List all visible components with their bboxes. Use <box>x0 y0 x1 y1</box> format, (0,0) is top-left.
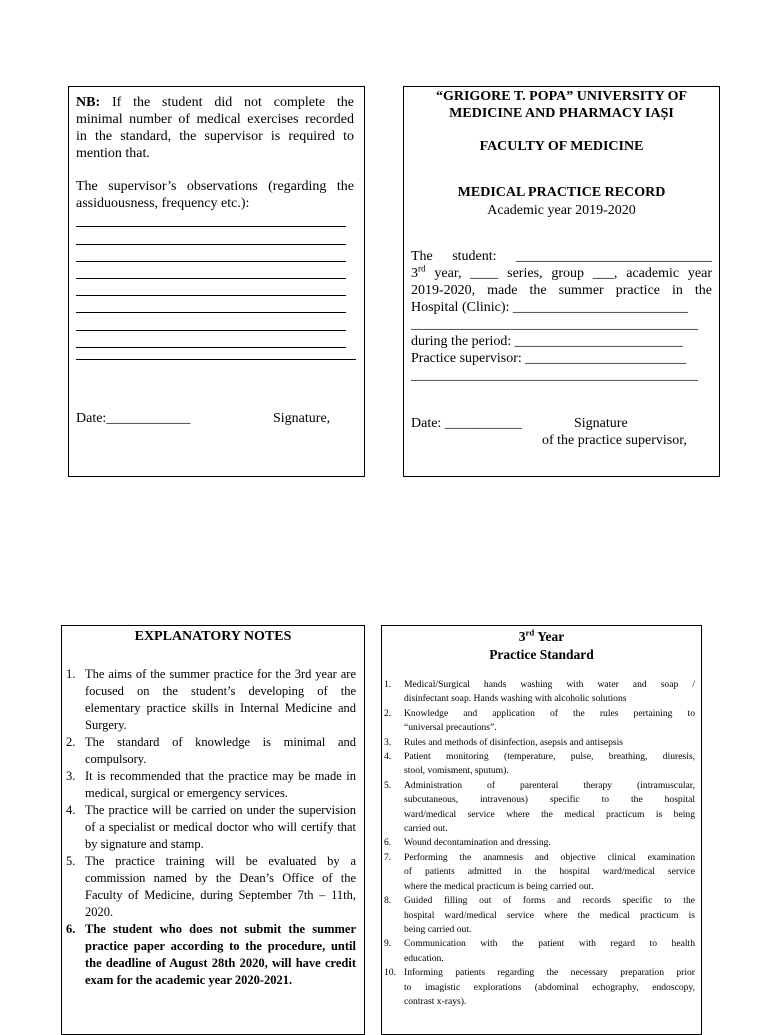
note-number: 2. <box>66 735 76 749</box>
note-line: medical, surgical or emergency services. <box>85 786 288 800</box>
period-field[interactable]: during the period: ________________________ <box>411 334 683 349</box>
note-line: The aims of the summer practice for the 3rd year are <box>85 667 356 681</box>
supervisor-field-cont[interactable]: _________________________________________ <box>411 368 698 383</box>
observation-line[interactable] <box>76 359 356 360</box>
signature-label: Signature, <box>273 411 331 426</box>
note-line: It is recommended that the practice may be made in <box>85 769 356 783</box>
observation-line[interactable] <box>76 278 346 279</box>
nb-label: NB: <box>76 95 101 110</box>
standard-number: 3. <box>384 736 392 748</box>
note-number: 3. <box>66 769 76 783</box>
standard-item <box>384 966 695 1009</box>
university-name: “GRIGORE T. POPA” UNIVERSITY OF MEDICINE AND PHARMACY IAȘI <box>435 89 688 121</box>
student-field[interactable]: The student: ____________________________ <box>411 249 712 264</box>
standard-item <box>384 894 695 937</box>
standard-line: education. <box>404 952 444 964</box>
supervisor-field[interactable]: Practice supervisor: _______________________ <box>411 351 687 366</box>
record-date-field[interactable]: Date: ___________ <box>411 416 522 431</box>
observation-line[interactable] <box>76 330 346 331</box>
academic-year: Academic year 2019-2020 <box>487 203 636 218</box>
observation-line[interactable] <box>76 295 346 296</box>
standard-line: stool, vomisment, sputum). <box>404 765 509 777</box>
standard-line: subcutaneous, intravenous) specific to the hospital <box>404 794 695 806</box>
notes-list <box>66 666 356 989</box>
note-line: exam for the academic year 2020-2021. <box>85 973 293 987</box>
standard-number: 6. <box>384 837 392 849</box>
note-line: elementary practice skills in Internal Medicine and <box>85 701 356 715</box>
standard-line: contrast x-rays). <box>404 995 467 1007</box>
standard-line: being carried out. <box>404 923 472 935</box>
note-number: 1. <box>66 667 76 681</box>
standard-line: Medical/Surgical hands washing with water and soap / <box>404 679 695 690</box>
standard-item <box>384 707 695 736</box>
standard-item <box>384 736 695 750</box>
standard-item <box>384 851 695 894</box>
standard-line: Informing patients regarding the necessary preparation prior <box>404 967 695 979</box>
standard-line: hospital ward/medical service where the medical practicum is <box>404 909 695 921</box>
standard-number: 9. <box>384 938 392 950</box>
nb-paragraph: NB: If the student did not complete the minimal number of medical exercises recorded in the standard, the supervisor is required to mention that. <box>76 95 355 161</box>
standard-line: carried out. <box>404 823 448 835</box>
notes-title: EXPLANATORY NOTES <box>134 629 292 644</box>
standard-line: disinfectant soap. Hands washing with alcoholic solutions <box>404 693 627 705</box>
standard-title: 3rd Year Practice Standard <box>489 627 594 662</box>
note-number: 6. <box>66 922 76 936</box>
note-line: Faculty of Medicine, during September 7th – 11th, <box>85 888 356 902</box>
note-line: focused on the student’s developing of the <box>85 684 356 698</box>
observation-line[interactable] <box>76 347 346 348</box>
note-item <box>66 921 356 989</box>
note-line: Surgery. <box>85 718 127 732</box>
observation-line[interactable] <box>76 244 346 245</box>
note-line: the deadline of August 28th 2020, will have credit <box>85 956 356 970</box>
standard-line: of patients admitted in the hospital ward/medical service <box>404 866 695 878</box>
standard-number: 2. <box>384 707 392 719</box>
observation-line[interactable] <box>76 312 346 313</box>
record-signature-label: Signature <box>574 416 628 431</box>
standard-line: Knowledge and application of the rules pertaining to <box>404 707 695 719</box>
hospital-field-cont[interactable]: _________________________________________ <box>411 317 698 332</box>
standard-item <box>384 836 695 850</box>
standard-item <box>384 750 695 779</box>
observation-line[interactable] <box>76 261 346 262</box>
record-title: MEDICAL PRACTICE RECORD <box>457 185 666 200</box>
standard-line: Administration of parenteral therapy (intramuscular, <box>404 779 695 791</box>
standard-item <box>384 937 695 966</box>
standard-list <box>384 678 695 1009</box>
note-item <box>66 802 356 853</box>
standard-item <box>384 678 695 707</box>
note-line: The practice will be carried on under the supervision <box>85 803 356 817</box>
note-line: The standard of knowledge is minimal and <box>85 735 356 749</box>
standard-line: Wound decontamination and dressing. <box>404 837 551 849</box>
observation-line[interactable] <box>76 226 346 227</box>
hospital-field[interactable]: Hospital (Clinic): _________________________ <box>411 300 688 315</box>
standard-number: 5. <box>384 779 392 791</box>
year-line[interactable]: 3rd year, ____ series, group ___, academic year <box>411 263 712 281</box>
standard-line: “universal precautions”. <box>404 722 497 734</box>
note-line: of a specialist or medical doctor who will certify that <box>85 820 356 834</box>
note-line: 2020. <box>85 905 114 919</box>
standard-number: 4. <box>384 751 392 763</box>
standard-number: 10. <box>384 967 396 979</box>
note-line: The practice training will be evaluated by a <box>85 854 356 868</box>
standard-line: Guided filling out of forms and records specific to the <box>404 895 695 907</box>
standard-number: 7. <box>384 851 392 863</box>
date-field[interactable]: Date:____________ <box>76 411 191 426</box>
note-item <box>66 768 356 802</box>
observations-paragraph: The supervisor’s observations (regarding the assiduousness, frequency etc.): <box>76 179 354 211</box>
note-item <box>66 734 356 768</box>
standard-line: Communication with the patient with regard to health <box>404 938 695 950</box>
standard-line: Performing the anamnesis and objective clinical examination <box>404 851 695 863</box>
note-item <box>66 666 356 734</box>
standard-line: where the medical practicum is being carried out. <box>404 880 594 892</box>
note-number: 5. <box>66 854 76 868</box>
standard-number: 8. <box>384 895 392 907</box>
standard-line: ward/medical service where the medical practicum is being <box>404 808 695 820</box>
standard-number: 1. <box>384 679 392 690</box>
standard-line: to imagistic explorations (abdominal echography, endoscopy, <box>404 981 695 993</box>
note-line: practice paper according to the procedure, until <box>85 939 356 953</box>
standard-line: Patient monitoring (temperature, pulse, breathing, diuresis, <box>404 751 695 763</box>
note-line: by signature and stamp. <box>85 837 204 851</box>
note-number: 4. <box>66 803 76 817</box>
standard-item <box>384 779 695 837</box>
faculty-name: FACULTY OF MEDICINE <box>479 139 644 154</box>
standard-line: Rules and methods of disinfection, asepsis and antisepsis <box>404 736 624 748</box>
note-item <box>66 853 356 921</box>
note-line: compulsory. <box>85 752 147 766</box>
student-details: The student: ____________________________ 3rd year, ____ series, group ___, academic year 2019-2020, made the summer practice in the Hospital (Clinic): _________________________ _________________________________________ during the period: ________________________ Practice supervisor: _______________________ _________________________________________ <box>411 249 712 383</box>
note-line: The student who does not submit the summer <box>85 922 356 936</box>
record-signature-sublabel: of the practice supervisor, <box>542 433 687 448</box>
note-line: commission named by the Dean’s Office of the <box>85 871 356 885</box>
